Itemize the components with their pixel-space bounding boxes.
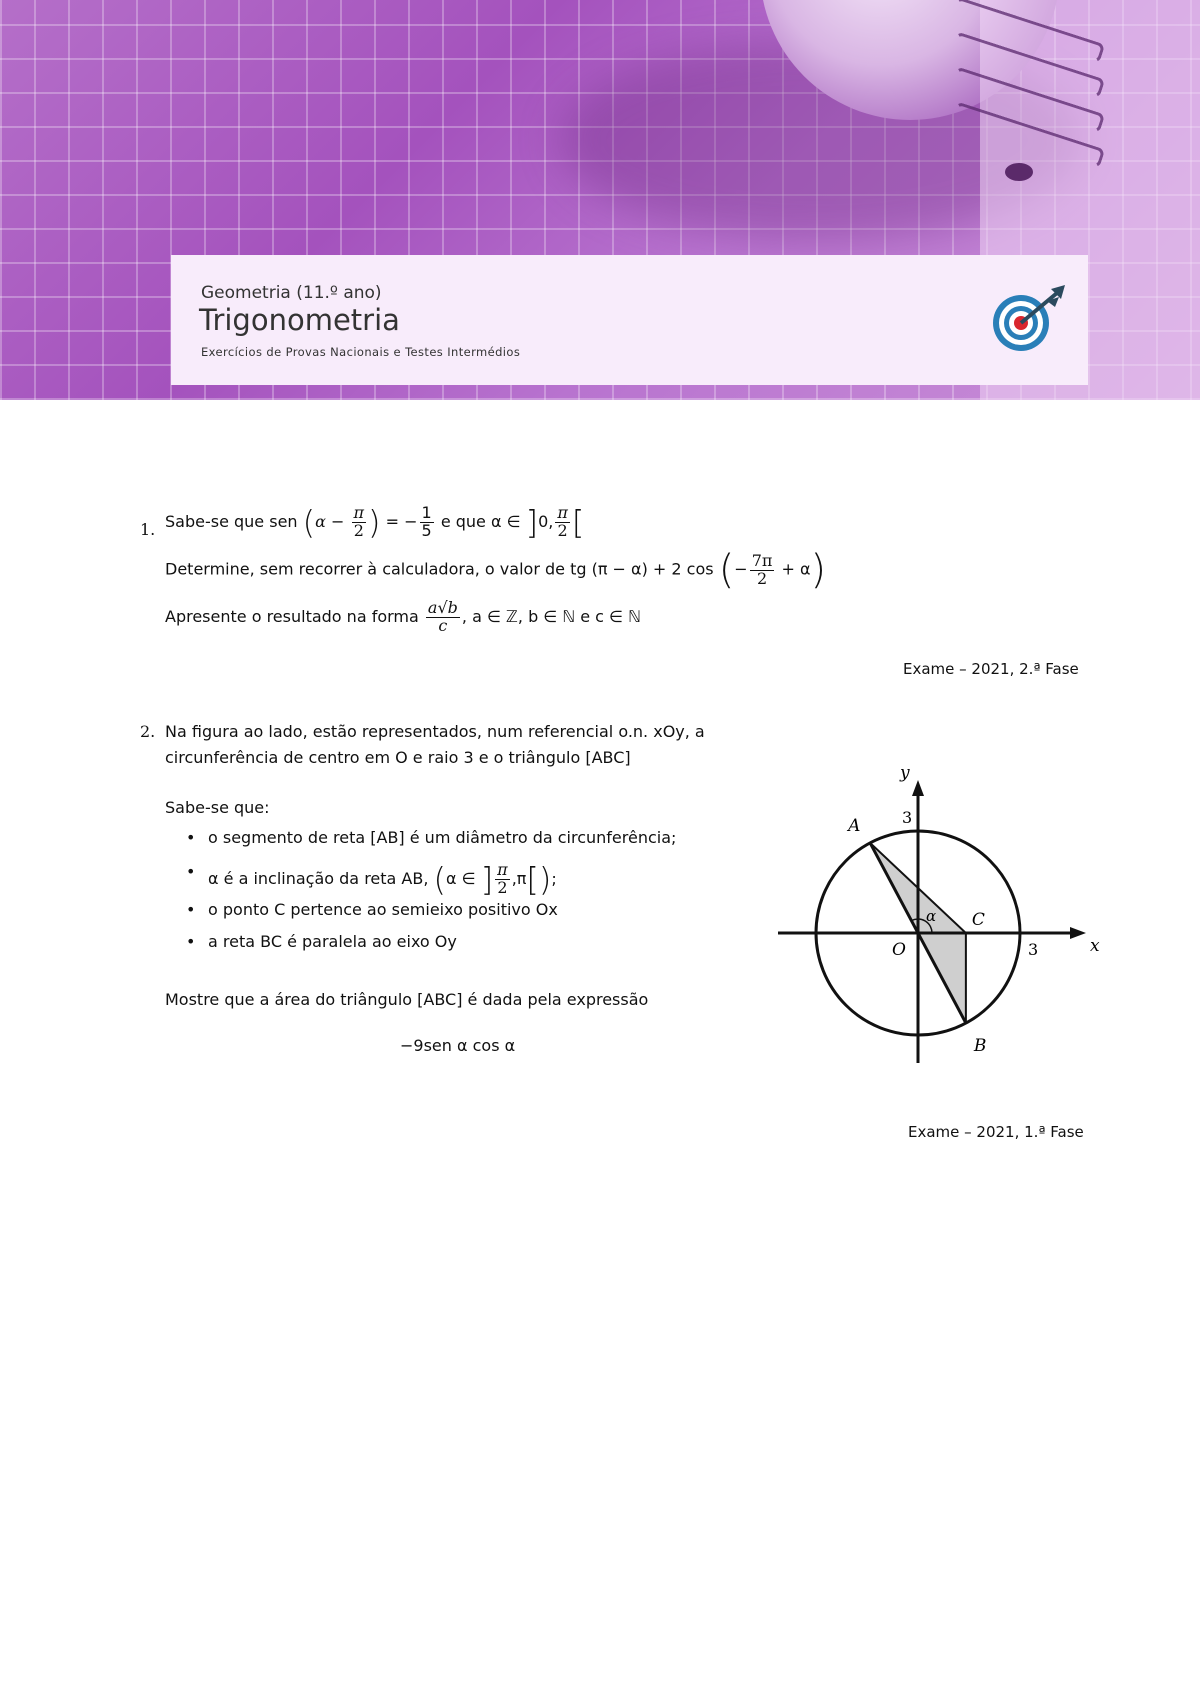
show-statement: Mostre que a área do triângulo [ABC] é dada pela expressão (165, 990, 649, 1009)
interval-end: ,π (511, 868, 527, 888)
list-item: • o segmento de reta [AB] é um diâmetro da circunferência; (208, 828, 676, 847)
x-axis-label: x (1090, 936, 1100, 956)
fraction-numerator: a√b (427, 598, 458, 617)
subject-label: Geometria (11.º ano) (201, 283, 382, 303)
fraction-7pi-over-2 (750, 550, 775, 588)
list-item: • a reta BC é paralela ao eixo Oy (208, 932, 457, 951)
paren-close: ) (538, 860, 552, 899)
q1-form-conditions: , a ∈ ℤ, b ∈ ℕ e c ∈ ℕ (461, 606, 641, 626)
question-number: 1. (140, 520, 156, 539)
alpha-symbol: α (315, 511, 326, 531)
origin-label: O (892, 940, 906, 960)
fraction-one-fifth (420, 505, 434, 540)
fraction-denominator: 2 (557, 520, 568, 540)
plus-alpha: + α (781, 559, 811, 579)
fraction-denominator: 2 (756, 568, 768, 588)
bracket-open: ] (525, 503, 539, 542)
source-subtitle: Exercícios de Provas Nacionais e Testes Intermédios (201, 345, 521, 359)
known-heading: Sabe-se que: (165, 798, 270, 817)
paren-open: ( (302, 503, 316, 542)
y-axis-arrow (912, 780, 924, 796)
fraction-numerator: π (353, 503, 365, 522)
source-citation: Exame – 2021, 1.ª Fase (908, 1123, 1084, 1141)
bracket-close: [ (526, 860, 539, 899)
fraction-pi-over-2 (495, 862, 510, 897)
fraction-numerator: π (557, 503, 568, 522)
paren-open: ( (718, 547, 735, 593)
list-item (208, 862, 557, 897)
y-tick-3: 3 (902, 808, 913, 827)
question-1-statement (165, 505, 584, 540)
question-1-task (165, 547, 827, 593)
fraction-denominator: 5 (421, 520, 432, 540)
point-A-label: A (848, 815, 861, 836)
fraction-denominator: c (438, 615, 448, 635)
bracket-open: ] (480, 860, 494, 899)
fraction-denominator: 2 (497, 877, 508, 897)
fraction-numerator: 7π (751, 550, 773, 570)
q1-interval-text: e que α ∈ (440, 511, 521, 531)
fraction-numerator: π (497, 860, 508, 879)
paren-close: ) (810, 547, 827, 593)
point-B-label: B (973, 1036, 987, 1057)
area-expression: −9sen α cos α (400, 1036, 516, 1055)
alpha-label: α (926, 907, 937, 925)
interval-start: 0, (538, 511, 554, 531)
bracket-close: [ (571, 503, 585, 542)
paren-open: ( (433, 860, 447, 899)
y-axis-label: y (900, 763, 910, 783)
fraction-numerator: 1 (421, 503, 432, 522)
semicolon: ; (551, 868, 557, 888)
topic-title: Trigonometria (199, 303, 400, 337)
list-item-text: α é a inclinação da reta AB, (208, 868, 429, 888)
fraction-a-root-b-over-c (426, 600, 460, 635)
question-2-line-1: Na figura ao lado, estão representados, num referencial o.n. xOy, a (165, 722, 705, 741)
minus-sign: − (331, 511, 345, 531)
q1-form-text: Apresente o resultado na forma (165, 606, 419, 626)
question-1-form (165, 600, 641, 635)
equals-negative: = − (385, 511, 418, 531)
coordinate-figure (770, 740, 1110, 1070)
minus-sign: − (734, 559, 748, 579)
x-axis-arrow (1070, 927, 1086, 939)
x-tick-3: 3 (1028, 940, 1039, 959)
fraction-pi-over-2 (555, 505, 570, 540)
point-C-label: C (971, 910, 985, 930)
condition-text: α ∈ (446, 868, 476, 888)
question-number: 2. (140, 722, 156, 741)
paren-close: ) (368, 503, 381, 542)
list-item: • o ponto C pertence ao semieixo positivo Ox (208, 900, 558, 919)
q1-intro-text: Sabe-se que sen (165, 511, 298, 531)
fraction-pi-over-2 (352, 505, 367, 540)
q1-task-text: Determine, sem recorrer à calculadora, o valor de tg (π − α) + 2 cos (165, 559, 714, 579)
fraction-denominator: 2 (353, 520, 364, 540)
question-2-line-2: circunferência de centro em O e raio 3 e o triângulo [ABC] (165, 748, 631, 767)
source-citation: Exame – 2021, 2.ª Fase (903, 660, 1079, 678)
